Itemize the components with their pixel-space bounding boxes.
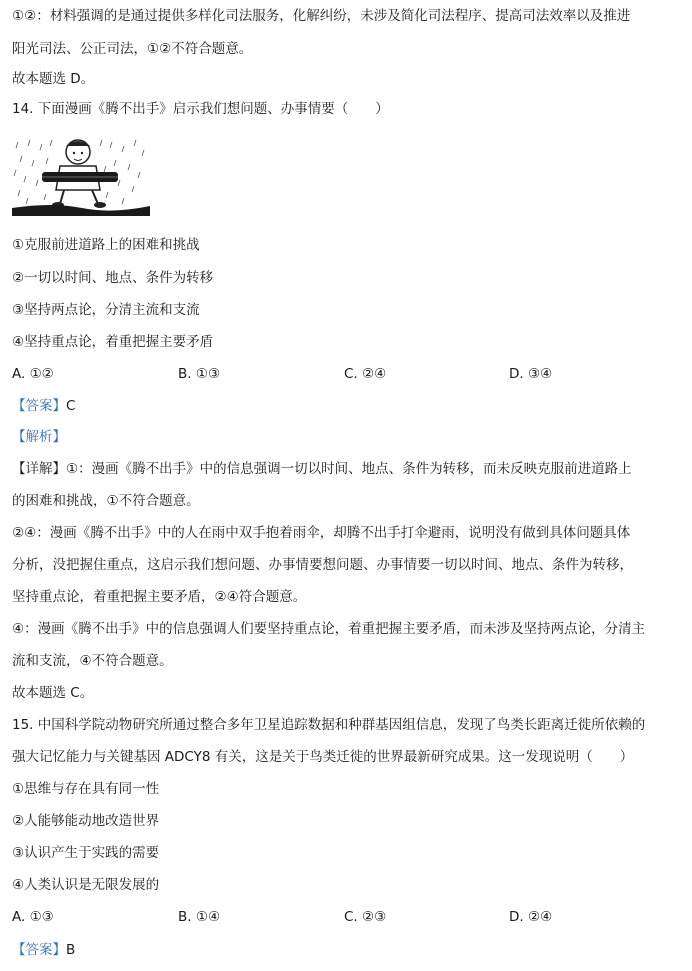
option-a: A. ①② bbox=[12, 366, 54, 382]
answer-tag: 【答案】 bbox=[12, 942, 66, 958]
text-line: 坚持重点论，着重把握主要矛盾，②④符合题意。 bbox=[12, 589, 307, 605]
statement-2: ②一切以时间、地点、条件为转移 bbox=[12, 270, 214, 286]
rain-cartoon-image bbox=[12, 136, 150, 216]
text-line: ①②：材料强调的是通过提供多样化司法服务，化解纠纷，未涉及简化司法程序、提高司法效率以及推进 bbox=[12, 8, 631, 24]
statement-3: ③坚持两点论，分清主流和支流 bbox=[12, 302, 200, 318]
text-line: 故本题选 D。 bbox=[12, 71, 95, 87]
answer-value: B bbox=[66, 942, 76, 958]
answer-value: C bbox=[66, 398, 76, 414]
statement-1: ①思维与存在具有同一性 bbox=[12, 781, 160, 797]
question-14-stem: 14. 下面漫画《腾不出手》启示我们想问题、办事情要（ ） bbox=[12, 101, 389, 117]
q15-options bbox=[12, 907, 682, 927]
text-line: 故本题选 C。 bbox=[12, 685, 94, 701]
answer-line bbox=[12, 940, 682, 960]
detail-tag: 【详解】 bbox=[12, 461, 66, 477]
statement-3: ③认识产生于实践的需要 bbox=[12, 845, 160, 861]
text-line: 流和支流，④不符合题意。 bbox=[12, 653, 173, 669]
option-d: D. ③④ bbox=[509, 366, 553, 382]
answer-line bbox=[12, 396, 682, 416]
statement-4: ④人类认识是无限发展的 bbox=[12, 877, 160, 893]
detail-text: ①：漫画《腾不出手》中的信息强调一切以时间、地点、条件为转移，而未反映克服前进道路上 bbox=[66, 461, 632, 477]
text-line: ④：漫画《腾不出手》中的信息强调人们要坚持重点论，着重把握主要矛盾，而未涉及坚持两点论，分清主 bbox=[12, 621, 646, 637]
text-line: ②④：漫画《腾不出手》中的人在雨中双手抱着雨伞，却腾不出手打伞避雨，说明没有做到具体问题具体 bbox=[12, 525, 631, 541]
option-b: B. ①④ bbox=[178, 909, 221, 925]
option-a: A. ①③ bbox=[12, 909, 54, 925]
option-c: C. ②④ bbox=[344, 366, 387, 382]
statement-2: ②人能够能动地改造世界 bbox=[12, 813, 160, 829]
option-c: C. ②③ bbox=[344, 909, 387, 925]
text-line: 阳光司法、公正司法，①②不符合题意。 bbox=[12, 41, 253, 57]
question-15-stem-cont: 强大记忆能力与关键基因 ADCY8 有关，这是关于鸟类迁徙的世界最新研究成果。这一发现说明（ ） bbox=[12, 749, 634, 765]
statement-4: ④坚持重点论，着重把握主要矛盾 bbox=[12, 334, 214, 350]
question-15-stem: 15. 中国科学院动物研究所通过整合多年卫星追踪数据和种群基因组信息，发现了鸟类长距离迁徙所依赖的 bbox=[12, 717, 646, 733]
option-b: B. ①③ bbox=[178, 366, 221, 382]
text-line: 分析，没把握住重点，这启示我们想问题、办事情要想问题、办事情要一切以时间、地点、条件为转移， bbox=[12, 557, 633, 573]
q14-options bbox=[12, 364, 682, 384]
option-d: D. ②④ bbox=[509, 909, 553, 925]
detail-line bbox=[12, 459, 682, 479]
text-line: 的困难和挑战，①不符合题意。 bbox=[12, 493, 200, 509]
analysis-tag: 【解析】 bbox=[12, 429, 66, 445]
statement-1: ①克服前进道路上的困难和挑战 bbox=[12, 237, 200, 253]
answer-tag: 【答案】 bbox=[12, 398, 66, 414]
analysis-line bbox=[12, 427, 682, 447]
